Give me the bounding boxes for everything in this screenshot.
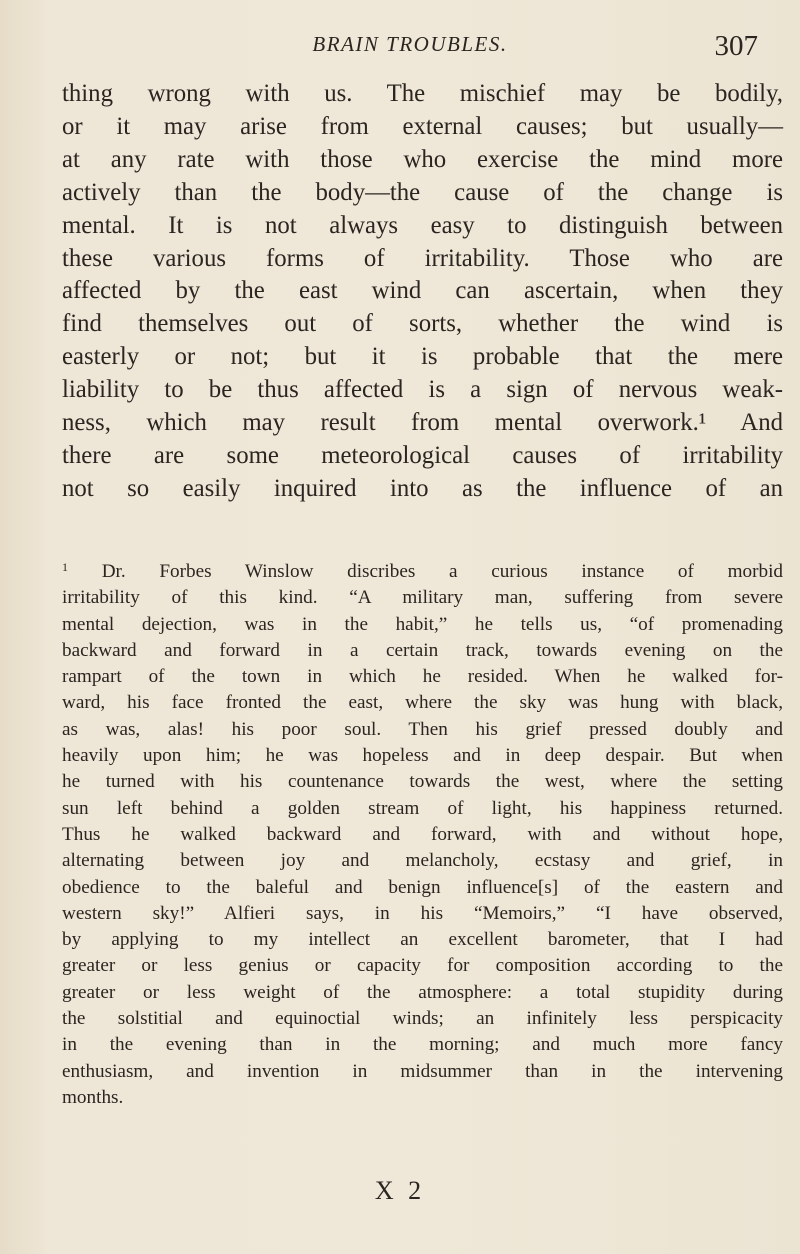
footnote-line: rampart of the town in which he resided. When he walked for-: [62, 666, 783, 688]
footnote-line: irritability of this kind. “A military man, suffering from severe: [62, 587, 783, 609]
text-line: at any rate with those who exercise the mind more: [62, 145, 783, 173]
text-line: these various forms of irritability. Those who are: [62, 244, 783, 272]
footnote-line: by applying to my intellect an excellent barometer, that I had: [62, 929, 783, 951]
signature-mark: X 2: [374, 1176, 426, 1205]
footnote-line: he turned with his countenance towards the west, where the setting: [62, 771, 783, 793]
footnote-line: the solstitial and equinoctial winds; an infinitely less perspicacity: [62, 1008, 783, 1030]
text-line: liability to be thus affected is a sign of nervous weak-: [62, 376, 783, 404]
footnote-line: in the evening than in the morning; and much more fancy: [62, 1034, 783, 1056]
running-head: [62, 24, 758, 64]
footnote-line: Thus he walked backward and forward, with and without hope,: [62, 823, 783, 845]
text-line: find themselves out of sorts, whether the wind is: [62, 310, 783, 338]
footnote-line: as was, alas! his poor soul. Then his grief pressed doubly and: [62, 718, 783, 740]
running-title: BRAIN TROUBLES.: [312, 32, 508, 56]
footnote-line: greater or less weight of the atmosphere: a total stupidity during: [62, 981, 783, 1003]
footnote-line: alternating between joy and melancholy, ecstasy and grief, in: [62, 850, 783, 872]
footnote-line: mental dejection, was in the habit,” he tells us, “of promenading: [62, 613, 783, 635]
text-line: easterly or not; but it is probable that the mere: [62, 343, 783, 371]
footnote-line-first: [62, 554, 783, 585]
footnote: [62, 554, 783, 1111]
footnote-marker: 1: [62, 560, 68, 574]
footnote-line: backward and forward in a certain track, towards evening on the: [62, 639, 783, 661]
footnote-line: obedience to the baleful and benign influence[s] of the eastern and: [62, 876, 783, 898]
page-number: 307: [714, 30, 758, 62]
text-line: not so easily inquired into as the influence of an: [62, 474, 783, 502]
main-text: [62, 78, 783, 506]
footnote-line: months.: [62, 1086, 124, 1108]
text-line: actively than the body—the cause of the change is: [62, 178, 783, 206]
text-line: thing wrong with us. The mischief may be bodily,: [62, 80, 783, 107]
text-line: there are some meteorological causes of irritability: [62, 441, 783, 469]
footnote-line: ward, his face fronted the east, where the sky was hung with black,: [62, 692, 783, 714]
footnote-line-text: Dr. Forbes Winslow discribes a curious instance of morbid: [101, 561, 783, 582]
footnote-line: sun left behind a golden stream of light, his happiness returned.: [62, 797, 783, 819]
footnote-line: heavily upon him; he was hopeless and in deep despair. But when: [62, 745, 783, 767]
text-line: or it may arise from external causes; but usually—: [62, 112, 783, 140]
footnote-line: enthusiasm, and invention in midsummer than in the intervening: [62, 1060, 783, 1082]
footnote-line: greater or less genius or capacity for composition according to the: [62, 955, 783, 977]
text-line: affected by the east wind can ascertain, when they: [62, 277, 783, 305]
text-line: ness, which may result from mental overwork.¹ And: [62, 409, 783, 437]
footnote-line: western sky!” Alfieri says, in his “Memoirs,” “I have observed,: [62, 902, 783, 924]
text-line: mental. It is not always easy to distinguish between: [62, 211, 783, 239]
